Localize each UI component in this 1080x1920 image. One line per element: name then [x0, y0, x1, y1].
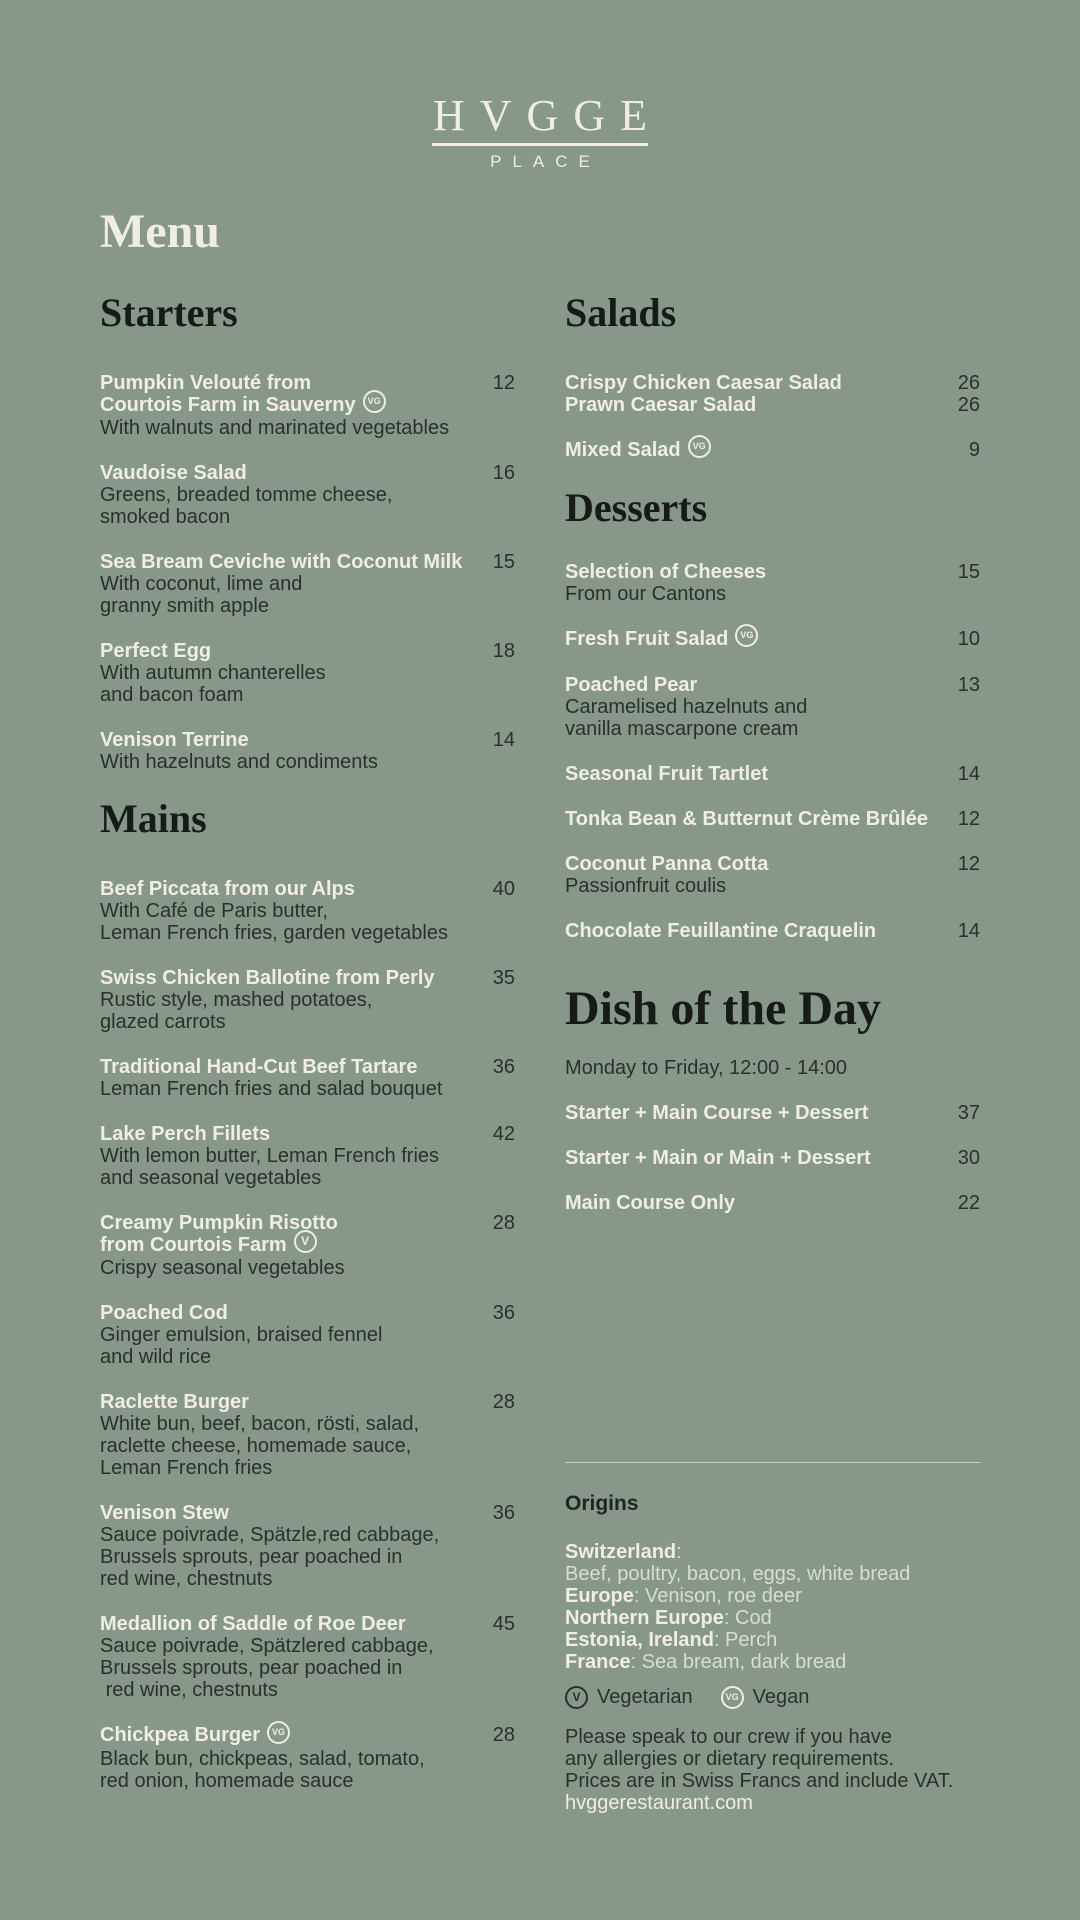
- item-price: 42: [492, 1123, 515, 1146]
- item-description-line: Rustic style, mashed potatoes,: [100, 989, 373, 1012]
- legend-entry: [721, 1686, 810, 1709]
- item-description: [100, 1078, 483, 1100]
- item-text: [565, 763, 958, 785]
- mains-item-list: [100, 878, 515, 1791]
- item-text: [565, 674, 958, 740]
- item-description: [100, 662, 483, 706]
- item-name-line: Lake Perch Fillets: [100, 1123, 271, 1146]
- item-name: [565, 763, 948, 785]
- item-name-line: Venison Terrine: [100, 729, 249, 752]
- section-heading-dish-of-the-day: Dish of the Day: [565, 982, 882, 1036]
- menu-item: [100, 462, 515, 528]
- item-price: 35: [492, 967, 515, 990]
- desserts-item-list: [565, 561, 980, 942]
- item-description-line: and wild rice: [100, 1346, 212, 1369]
- item-name: [100, 1123, 483, 1145]
- item-description-line: With walnuts and marinated vegetables: [100, 417, 450, 440]
- menu-item: [565, 628, 980, 651]
- item-description-line: and bacon foam: [100, 684, 244, 707]
- footer-text-line: Please speak to our crew if you have: [565, 1726, 892, 1749]
- item-name-line: Coconut Panna Cotta: [565, 853, 769, 876]
- item-text: [100, 372, 493, 439]
- item-name-line: Poached Cod: [100, 1302, 228, 1325]
- item-text: [565, 808, 958, 830]
- item-price: 40: [492, 878, 515, 901]
- item-text: [100, 462, 493, 528]
- item-name: [100, 1212, 483, 1257]
- item-description-line: Ginger emulsion, braised fennel: [100, 1324, 383, 1347]
- item-name: [565, 439, 959, 462]
- item-text: [565, 1102, 958, 1124]
- menu-item: [565, 394, 980, 416]
- item-description: [100, 417, 483, 439]
- vegan-badge-icon: VG: [721, 1686, 744, 1709]
- item-text: [565, 853, 958, 897]
- menu-item: [100, 640, 515, 706]
- item-description: [100, 900, 483, 944]
- item-description-line: Brussels sprouts, pear poached in: [100, 1657, 403, 1680]
- item-name: [565, 808, 948, 830]
- origin-line: [565, 1651, 980, 1673]
- item-description-line: red wine, chestnuts: [100, 1679, 278, 1702]
- menu-item: [100, 1123, 515, 1189]
- origin-country: France: [565, 1651, 631, 1674]
- item-description: [565, 875, 948, 897]
- item-price: 18: [492, 640, 515, 663]
- menu-item: [565, 1192, 980, 1214]
- item-price: 36: [492, 1502, 515, 1525]
- item-name-line: Medallion of Saddle of Roe Deer: [100, 1613, 406, 1636]
- item-description: [100, 1145, 483, 1189]
- item-text: [565, 1192, 958, 1214]
- footer-text-line: Prices are in Swiss Francs and include VAT.: [565, 1770, 954, 1793]
- item-name-line: Seasonal Fruit Tartlet: [565, 763, 769, 786]
- item-description-line: raclette cheese, homemade sauce,: [100, 1435, 412, 1458]
- menu-item: [565, 763, 980, 785]
- menu-item: [565, 674, 980, 740]
- item-price: 45: [492, 1613, 515, 1636]
- item-description-line: Greens, breaded tomme cheese,: [100, 484, 393, 507]
- item-text: [100, 729, 493, 773]
- item-price: 28: [492, 1724, 515, 1747]
- item-name: [100, 1724, 483, 1747]
- item-description: [565, 696, 948, 740]
- item-description: [100, 1524, 483, 1590]
- item-name-line: Creamy Pumpkin Risotto: [100, 1212, 338, 1235]
- vegetarian-badge-icon: V: [565, 1686, 588, 1709]
- item-text: [100, 1123, 493, 1189]
- item-name-line: Starter + Main or Main + Dessert: [565, 1147, 871, 1170]
- logo-divider: [432, 143, 648, 146]
- item-price: 28: [492, 1391, 515, 1414]
- item-text: [565, 628, 958, 651]
- menu-item: [100, 1502, 515, 1590]
- item-price: 9: [968, 439, 980, 461]
- item-name: [100, 967, 483, 989]
- menu-item: [565, 853, 980, 897]
- item-description-line: Sauce poivrade, Spätzle,red cabbage,: [100, 1524, 440, 1547]
- item-description-line: Leman French fries and salad bouquet: [100, 1078, 443, 1101]
- origin-country: Estonia, Ireland: [565, 1629, 714, 1652]
- right-column: [565, 290, 980, 1814]
- logo-title: HVGGE: [433, 91, 662, 140]
- menu-item: [100, 878, 515, 944]
- item-description: [100, 1635, 483, 1701]
- item-text: [100, 1724, 493, 1791]
- item-name-line: Pumpkin Velouté from: [100, 372, 312, 394]
- item-text: [565, 394, 958, 416]
- menu-item: [565, 1102, 980, 1124]
- item-price: 14: [957, 920, 980, 943]
- menu-item: [565, 372, 980, 394]
- menu-item: [100, 1056, 515, 1100]
- item-name: [100, 551, 483, 573]
- origin-line: [565, 1585, 980, 1607]
- item-price: 15: [492, 551, 515, 574]
- origin-line: [565, 1607, 980, 1629]
- item-description: [100, 1257, 483, 1279]
- item-name: [565, 674, 948, 696]
- item-name: [100, 372, 483, 417]
- item-text: [100, 1302, 493, 1368]
- item-price: 14: [957, 763, 980, 786]
- page-title: Menu: [100, 205, 220, 258]
- origin-detail: : Cod: [723, 1607, 772, 1630]
- item-description: [100, 1324, 483, 1368]
- item-description-line: red onion, homemade sauce: [100, 1769, 354, 1792]
- footer-text: [565, 1726, 980, 1792]
- item-description-line: Sauce poivrade, Spätzlered cabbage,: [100, 1635, 434, 1658]
- menu-item: [100, 372, 515, 439]
- website-url: hvggerestaurant.com: [565, 1792, 753, 1815]
- item-description: [100, 751, 483, 773]
- origins-divider: [565, 1462, 980, 1463]
- menu-item: [565, 920, 980, 942]
- item-price: 12: [957, 808, 980, 831]
- legend-entry: [565, 1686, 693, 1709]
- item-description-line: With Café de Paris butter,: [100, 900, 328, 923]
- item-price: 10: [957, 628, 980, 651]
- item-name-line: Vaudoise Salad: [100, 462, 247, 485]
- item-name-line: Traditional Hand-Cut Beef Tartare: [100, 1056, 418, 1079]
- item-description-line: vanilla mascarpone cream: [565, 718, 799, 741]
- item-description-line: With autumn chanterelles: [100, 662, 326, 685]
- item-name-line: Starter + Main Course + Dessert: [565, 1102, 869, 1125]
- footer-note: [565, 1726, 980, 1814]
- item-price: 13: [957, 674, 980, 697]
- item-text: [100, 1613, 493, 1701]
- menu-item: [100, 1302, 515, 1368]
- restaurant-logo: [0, 92, 1080, 171]
- item-description-line: Black bun, chickpeas, salad, tomato,: [100, 1747, 425, 1770]
- item-name-line: Fresh Fruit Salad VG: [565, 628, 948, 651]
- item-text: [100, 551, 493, 617]
- logo-subtitle: PLACE: [490, 152, 601, 171]
- origin-line: [565, 1541, 980, 1563]
- origin-country: Northern Europe: [565, 1607, 724, 1630]
- menu-item: [100, 1212, 515, 1279]
- item-name-line: Swiss Chicken Ballotine from Perly: [100, 967, 435, 990]
- item-description-line: With lemon butter, Leman French fries: [100, 1145, 440, 1168]
- section-heading-desserts: Desserts: [565, 485, 708, 531]
- item-name: [565, 394, 948, 416]
- item-name: [565, 1147, 948, 1169]
- item-price: 16: [492, 462, 515, 485]
- item-price: 12: [957, 853, 980, 876]
- item-description-line: From our Cantons: [565, 583, 727, 606]
- item-description-line: granny smith apple: [100, 595, 269, 618]
- vegan-badge-icon: VG: [735, 624, 758, 647]
- item-name-line: Tonka Bean & Butternut Crème Brûlée: [565, 808, 929, 831]
- item-text: [100, 967, 493, 1033]
- item-description-line: and seasonal vegetables: [100, 1167, 322, 1190]
- item-price: 14: [492, 729, 515, 752]
- legend-label: Vegetarian: [597, 1686, 693, 1709]
- item-description-line: Leman French fries: [100, 1457, 273, 1480]
- item-name-line: Raclette Burger: [100, 1391, 249, 1414]
- item-name: [100, 729, 483, 751]
- item-description-line: smoked bacon: [100, 506, 231, 529]
- origins-list: [565, 1541, 980, 1673]
- origin-detail: : Venison, roe deer: [633, 1585, 802, 1608]
- item-description: [100, 1748, 483, 1792]
- item-text: [100, 1056, 493, 1100]
- diet-legend: [565, 1686, 980, 1709]
- item-name-line: Main Course Only: [565, 1192, 736, 1215]
- menu-item: [565, 439, 980, 462]
- item-price: 26: [957, 394, 980, 416]
- origin-line: [565, 1563, 980, 1585]
- vegan-badge-icon: VG: [363, 390, 386, 413]
- item-name: [100, 1391, 483, 1413]
- item-text: [100, 1212, 493, 1279]
- menu-item: [100, 967, 515, 1033]
- item-description-line: Passionfruit coulis: [565, 875, 727, 898]
- item-name: [100, 1056, 483, 1078]
- menu-item: [100, 1724, 515, 1791]
- item-description-line: red wine, chestnuts: [100, 1568, 273, 1591]
- footer-text-line: any allergies or dietary requirements.: [565, 1748, 895, 1771]
- menu-item: [100, 729, 515, 773]
- item-name: [565, 1102, 948, 1124]
- item-price: 26: [957, 372, 980, 394]
- menu-item: [100, 1613, 515, 1701]
- item-name: [100, 1302, 483, 1324]
- item-description-line: Caramelised hazelnuts and: [565, 696, 808, 719]
- item-description: [100, 989, 483, 1033]
- item-name-line: Perfect Egg: [100, 640, 212, 663]
- item-price: 30: [957, 1147, 980, 1170]
- item-description-line: Leman French fries, garden vegetables: [100, 922, 448, 945]
- item-name: [565, 628, 948, 651]
- item-price: 12: [492, 372, 515, 394]
- item-description-line: With coconut, lime and: [100, 573, 303, 596]
- item-name-line: Selection of Cheeses: [565, 561, 767, 584]
- item-text: [565, 561, 958, 605]
- item-price: 36: [492, 1056, 515, 1079]
- item-description: [100, 484, 483, 528]
- menu-item: [565, 808, 980, 830]
- item-name: [100, 640, 483, 662]
- item-name: [565, 561, 948, 583]
- item-name-line: Prawn Caesar Salad: [565, 394, 757, 416]
- item-name-line: Chickpea Burger VG: [100, 1724, 483, 1747]
- item-name-line: Crispy Chicken Caesar Salad: [565, 372, 842, 394]
- item-text: [100, 1391, 493, 1479]
- origin-detail: : Perch: [713, 1629, 778, 1652]
- item-text: [100, 1502, 493, 1590]
- item-price: 22: [957, 1192, 980, 1215]
- menu-item: [100, 551, 515, 617]
- item-description-line: Brussels sprouts, pear poached in: [100, 1546, 403, 1569]
- item-text: [565, 920, 958, 942]
- origin-detail: :: [676, 1541, 682, 1564]
- item-description-line: With hazelnuts and condiments: [100, 751, 378, 774]
- item-description-line: glazed carrots: [100, 1011, 226, 1034]
- left-column: [100, 290, 515, 1815]
- legend-label: Vegan: [752, 1686, 810, 1709]
- section-heading-starters: Starters: [100, 290, 238, 335]
- item-text: [565, 1147, 958, 1169]
- item-description-line: Crispy seasonal vegetables: [100, 1257, 345, 1280]
- origin-detail: Beef, poultry, bacon, eggs, white bread: [565, 1563, 911, 1586]
- section-heading-salads: Salads: [565, 290, 677, 335]
- item-name-line: Chocolate Feuillantine Craquelin: [565, 920, 877, 943]
- item-price: 15: [957, 561, 980, 584]
- section-heading-mains: Mains: [100, 796, 207, 842]
- origin-line: [565, 1629, 980, 1651]
- menu-item: [100, 1391, 515, 1479]
- item-name: [100, 1502, 483, 1524]
- item-price: 36: [492, 1302, 515, 1325]
- item-name: [565, 1192, 948, 1214]
- item-name-line: Poached Pear: [565, 674, 698, 697]
- dish-of-the-day-hours: Monday to Friday, 12:00 - 14:00: [565, 1057, 848, 1080]
- menu-item: [565, 1147, 980, 1169]
- menu-item: [565, 561, 980, 605]
- item-text: [565, 372, 958, 394]
- origin-country: Switzerland: [565, 1541, 677, 1564]
- item-name-line: Mixed Salad VG: [565, 439, 959, 462]
- item-text: [100, 878, 493, 944]
- origin-detail: : Sea bream, dark bread: [630, 1651, 847, 1674]
- item-name-line: Sea Bream Ceviche with Coconut Milk: [100, 551, 463, 574]
- item-name-line: from Courtois Farm V: [100, 1234, 483, 1257]
- item-name: [100, 462, 483, 484]
- vegetarian-badge-icon: V: [294, 1230, 317, 1253]
- vegan-badge-icon: VG: [267, 1721, 290, 1744]
- item-name: [565, 920, 948, 942]
- item-name: [565, 853, 948, 875]
- origins-heading: Origins: [565, 1492, 639, 1516]
- item-name-line: Beef Piccata from our Alps: [100, 878, 355, 901]
- vegan-badge-icon: VG: [688, 435, 711, 458]
- origin-country: Europe: [565, 1585, 634, 1608]
- item-description: [100, 573, 483, 617]
- item-description: [100, 1413, 483, 1479]
- item-name: [100, 878, 483, 900]
- item-text: [100, 640, 493, 706]
- item-price: 37: [957, 1102, 980, 1125]
- dish-of-the-day-item-list: [565, 1102, 980, 1214]
- item-description: [565, 583, 948, 605]
- item-name: [565, 372, 948, 394]
- item-name: [100, 1613, 483, 1635]
- item-text: [565, 439, 969, 462]
- item-description-line: White bun, beef, bacon, rösti, salad,: [100, 1413, 420, 1436]
- salads-item-list: [565, 372, 980, 462]
- item-name-line: Venison Stew: [100, 1502, 229, 1525]
- starters-item-list: [100, 372, 515, 773]
- item-name-line: Courtois Farm in Sauverny VG: [100, 394, 483, 417]
- item-price: 28: [492, 1212, 515, 1235]
